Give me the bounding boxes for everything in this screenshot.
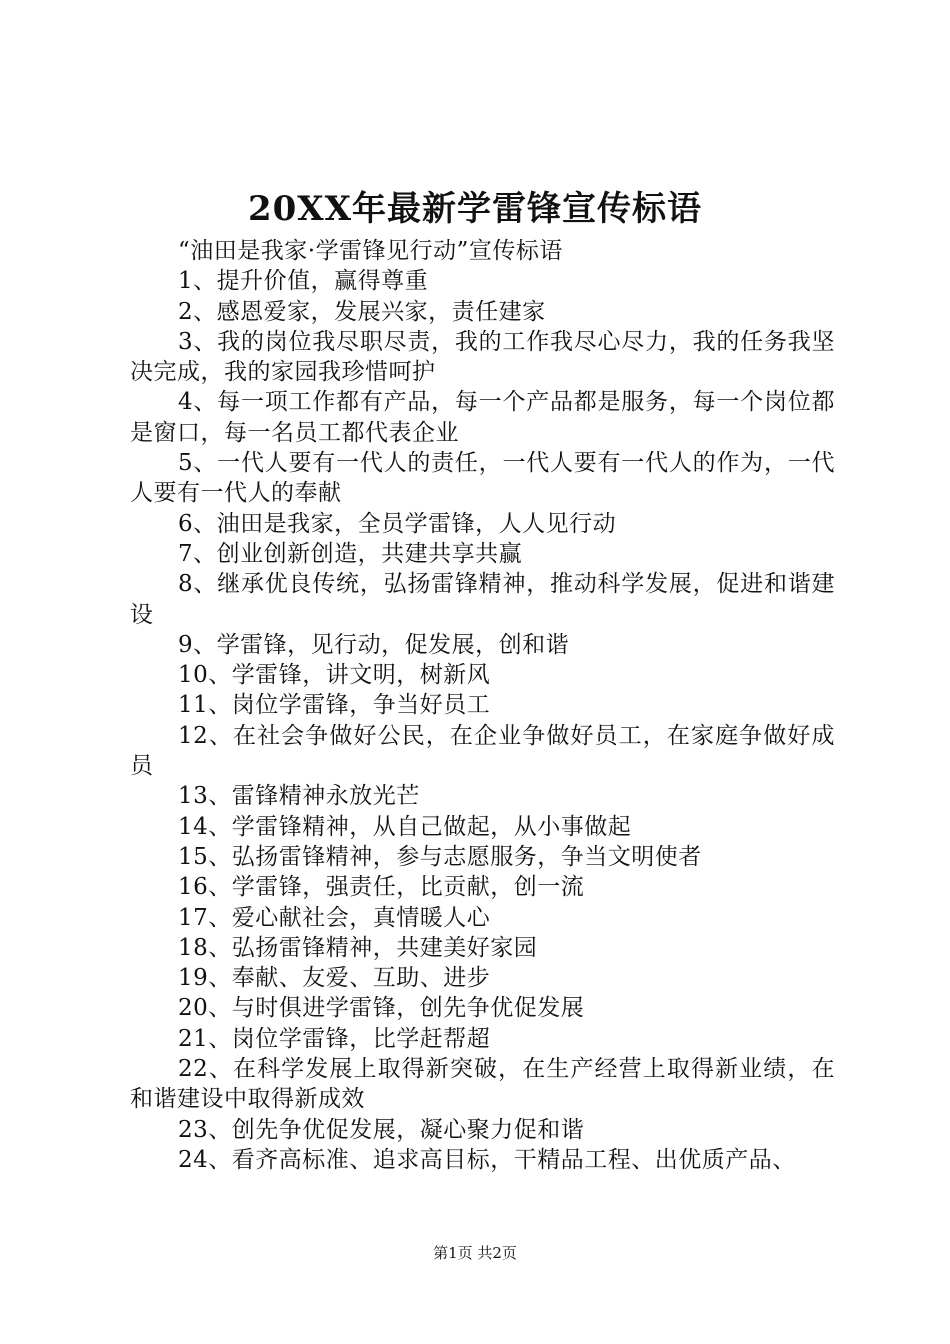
slogan-item-7: 7、创业创新创造，共建共享共赢 xyxy=(178,540,523,567)
slogan-item-13: 13、雷锋精神永放光芒 xyxy=(178,783,420,810)
subtitle-paragraph: “油田是我家·学雷锋见行动”宣传标语 xyxy=(178,238,563,264)
slogan-item-16: 16、学雷锋，强责任，比贡献，创一流 xyxy=(178,874,585,901)
slogan-item-10: 10、学雷锋，讲文明，树新风 xyxy=(178,662,491,689)
slogan-item-8: 8、继承优良传统，弘扬雷锋精神，推动科学发展，促进和谐建设 xyxy=(130,571,835,628)
slogan-item-21: 21、岗位学雷锋，比学赶帮超 xyxy=(178,1025,491,1052)
slogan-item-22: 22、在科学发展上取得新突破，在生产经营上取得新业绩，在和谐建设中取得新成效 xyxy=(130,1056,835,1113)
slogan-item-9: 9、学雷锋，见行动，促发展，创和谐 xyxy=(178,631,570,658)
page-title: 20XX年最新学雷锋宣传标语 xyxy=(247,189,703,229)
slogan-item-4: 4、每一项工作都有产品，每一个产品都是服务，每一个岗位都是窗口，每一名员工都代表企业 xyxy=(130,389,835,446)
slogan-item-2: 2、感恩爱家，发展兴家，责任建家 xyxy=(178,298,546,325)
slogan-item-6: 6、油田是我家，全员学雷锋，人人见行动 xyxy=(178,510,617,537)
slogan-item-19: 19、奉献、友爱、互助、进步 xyxy=(178,965,491,992)
slogan-item-1: 1、提升价值，赢得尊重 xyxy=(178,268,429,295)
slogan-item-18: 18、弘扬雷锋精神，共建美好家园 xyxy=(178,934,538,961)
page-number-footer: 第1页 共2页 xyxy=(433,1244,517,1262)
slogan-item-3: 3、我的岗位我尽职尽责，我的工作我尽心尽力，我的任务我坚决完成，我的家园我珍惜呵护 xyxy=(130,328,835,386)
slogan-item-20: 20、与时俱进学雷锋，创先争优促发展 xyxy=(178,995,585,1022)
slogan-item-5: 5、一代人要有一代人的责任，一代人要有一代人的作为，一代人要有一代人的奉献 xyxy=(130,450,835,507)
slogan-item-17: 17、爱心献社会，真情暖人心 xyxy=(178,904,491,931)
slogan-item-12: 12、在社会争做好公民，在企业争做好员工，在家庭争做好成员 xyxy=(130,722,835,780)
slogan-item-23: 23、创先争优促发展，凝心聚力促和谐 xyxy=(178,1116,585,1143)
slogan-item-14: 14、学雷锋精神，从自己做起，从小事做起 xyxy=(178,813,632,840)
document-body xyxy=(130,236,835,1175)
slogan-item-24: 24、看齐高标准、追求高目标，干精品工程、出优质产品、 xyxy=(178,1146,796,1173)
slogan-item-11: 11、岗位学雷锋，争当好员工 xyxy=(178,692,491,719)
slogan-item-15: 15、弘扬雷锋精神，参与志愿服务，争当文明使者 xyxy=(178,843,702,870)
